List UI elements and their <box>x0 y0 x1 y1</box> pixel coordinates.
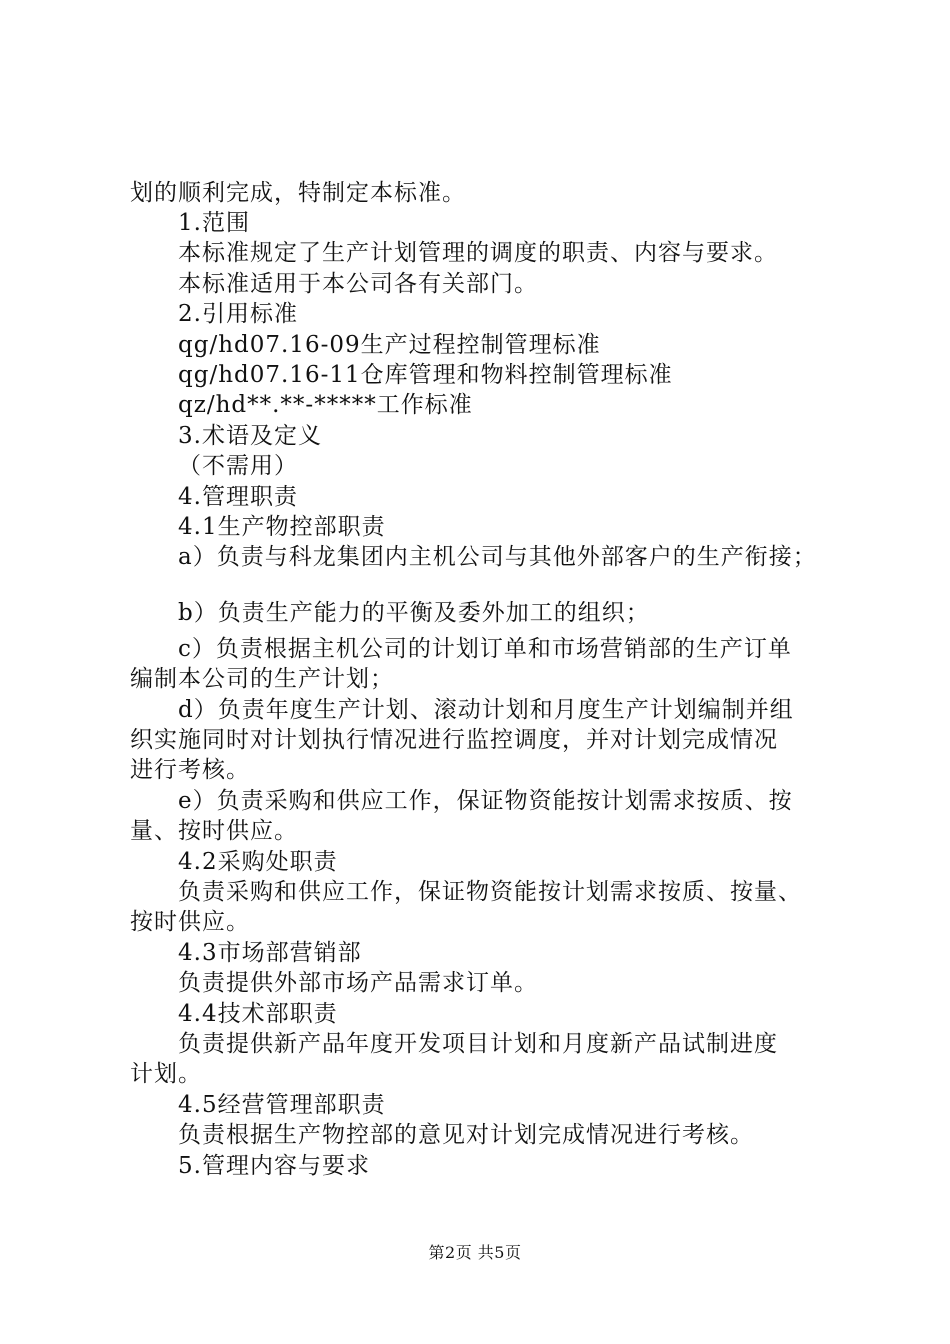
text-line-continuation: 计划。 <box>130 1061 202 1087</box>
heading-terms: 3.术语及定义 <box>178 423 322 449</box>
heading-references: 2.引用标准 <box>178 301 298 327</box>
list-item: b）负责生产能力的平衡及委外加工的组织； <box>178 600 650 626</box>
list-item-continuation: 编制本公司的生产计划； <box>130 666 394 692</box>
text-line: （不需用） <box>178 453 298 479</box>
subheading: 4.4技术部职责 <box>178 1001 338 1027</box>
heading-scope: 1.范围 <box>178 210 250 236</box>
text-line: 负责根据生产物控部的意见对计划完成情况进行考核。 <box>178 1122 754 1148</box>
text-line-continuation: 划的顺利完成，特制定本标准。 <box>130 180 466 206</box>
subheading: 4.5经营管理部职责 <box>178 1092 386 1118</box>
text-line: 负责提供新产品年度开发项目计划和月度新产品试制进度 <box>178 1031 778 1057</box>
list-item-continuation: 量、按时供应。 <box>130 818 298 844</box>
text-line: 负责提供外部市场产品需求订单。 <box>178 970 538 996</box>
subheading: 4.2采购处职责 <box>178 849 338 875</box>
list-item: e）负责采购和供应工作，保证物资能按计划需求按质、按 <box>178 788 793 814</box>
text-line: 负责采购和供应工作，保证物资能按计划需求按质、按量、 <box>178 879 802 905</box>
heading-management-content: 5.管理内容与要求 <box>178 1153 370 1179</box>
reference-item: qz/hd**.**-*****工作标准 <box>178 392 473 418</box>
list-item-continuation: 织实施同时对计划执行情况进行监控调度，并对计划完成情况 <box>130 727 778 753</box>
subheading: 4.1生产物控部职责 <box>178 514 386 540</box>
page-footer: 第2页 共5页 <box>428 1243 522 1262</box>
reference-item: qg/hd07.16-11仓库管理和物料控制管理标准 <box>178 362 673 388</box>
list-item: d）负责年度生产计划、滚动计划和月度生产计划编制并组 <box>178 697 794 723</box>
text-line-continuation: 按时供应。 <box>130 909 250 935</box>
subheading: 4.3市场部营销部 <box>178 940 362 966</box>
reference-item: qg/hd07.16-09生产过程控制管理标准 <box>178 332 601 358</box>
text-line: 本标准规定了生产计划管理的调度的职责、内容与要求。 <box>178 240 778 266</box>
list-item-continuation: 进行考核。 <box>130 757 250 783</box>
text-line: 本标准适用于本公司各有关部门。 <box>178 271 538 297</box>
heading-responsibilities: 4.管理职责 <box>178 484 298 510</box>
list-item: a）负责与科龙集团内主机公司与其他外部客户的生产衔接； <box>178 544 817 570</box>
list-item: c）负责根据主机公司的计划订单和市场营销部的生产订单 <box>178 636 792 662</box>
